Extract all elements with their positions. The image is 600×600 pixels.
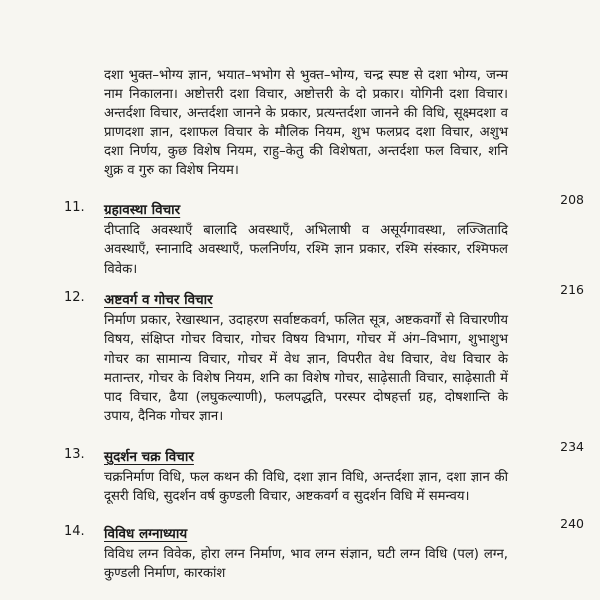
entry-description: चक्रनिर्माण विधि, फल कथन की विधि, दशा ज्ञान विधि, अन्तर्दशा ज्ञान, दशा ज्ञान की दूसरी विधि, सुदर्शन वर्ष कुण्डली विचार, अष्टकवर्ग व सुदर्शन विधि में समन्वय।	[104, 470, 508, 505]
entry-page-number: 216	[560, 282, 584, 297]
entry-page-number: 234	[560, 439, 584, 454]
entry-description: विविध लग्न विवेक, होरा लग्न निर्माण, भाव लग्न संज्ञान, घटी लग्न विधि (पल) लग्न, कुण्डली निर्माण, कारकांश	[104, 547, 508, 582]
entry-description: दीप्तादि अवस्थाएँ बालादि अवस्थाएँ, अभिलाषी व असूर्यगावस्था, लज्जितादि अवस्थाएँ, स्नानादि अवस्थाएँ, फलनिर्णय, रश्मि ज्ञान प्रकार, रश्मि संस्कार, रश्मिफल विवेक।	[104, 223, 508, 277]
entry-page-number: 240	[560, 516, 584, 531]
entry-title: सुदर्शन चक्र विचार	[104, 449, 194, 465]
entry-title: ग्रहावस्था विचार	[104, 202, 181, 218]
entry-title: अष्टवर्ग व गोचर विचार	[104, 292, 213, 308]
entry-title: विविध लग्नाध्याय	[104, 526, 188, 542]
entry-number: 12.	[64, 290, 85, 305]
intro-paragraph: दशा भुक्त–भोग्य ज्ञान, भयात–भभोग से भुक्त–भोग्य, चन्द्र स्पष्ट से दशा भोग्य, जन्म नाम निकालना। अष्टोत्तरी दशा विचार, अष्टोत्तरी के दो प्रकार। योगिनी दशा विचार। अन्तर्दशा विचार, अन्तर्दशा जानने के प्रकार, प्रत्यन्तर्दशा जानने की विधि, सूक्ष्मदशा व प्राणदशा ज्ञान, दशाफल विचार के मौलिक नियम, शुभ फलप्रद दशा विचार, अशुभ दशा निर्णय, कुछ विशेष नियम, राहु–केतु की विशेषता, अन्तर्दशा फल विचार, शनि शुक्र व गुरु का विशेष नियम।	[104, 68, 508, 178]
entry-number: 11.	[64, 200, 85, 215]
entry-page-number: 208	[560, 192, 584, 207]
entry-description: निर्माण प्रकार, रेखास्थान, उदाहरण सर्वाष्टकवर्ग, फलित सूत्र, अष्टकवर्गों से विचारणीय विषय, संक्षिप्त गोचर विचार, गोचर विषय विभाग, गोचर में अंग–विभाग, शुभाशुभ गोचर का सामान्य विचार, गोचर में वेध ज्ञान, विपरीत वेध विचार, वेध विचार के मतान्तर, गोचर के विशेष नियम, शनि का विशेष गोचर, साढ़ेसाती विचार, साढ़ेसाती में पाद विचार, ढैया (लघुकल्याणी), फलपद्धति, परस्पर दोषहर्त्ता ग्रह, दोषशान्ति के उपाय, दैनिक गोचर ज्ञान।	[104, 313, 508, 425]
entry-number: 14.	[64, 524, 85, 539]
entry-number: 13.	[64, 447, 85, 462]
